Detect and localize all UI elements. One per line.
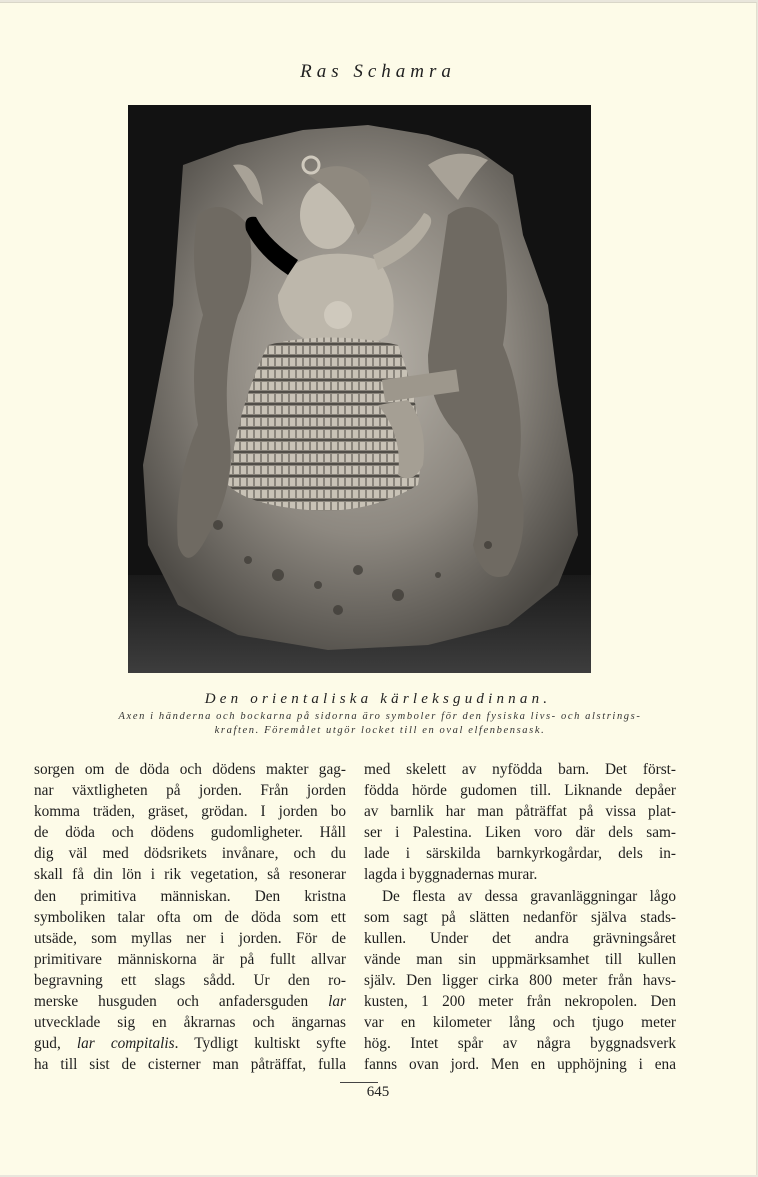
figure-caption-text [30,710,730,738]
figure-photo-relief-goddess [128,105,591,673]
text-line: var en kilometer lång och tjugo meter [364,1014,676,1032]
text-line: själv. Den ligger cirka 800 meter från havs- [364,971,676,989]
caption-line: kraften. Föremålet utgör locket till en oval elfenbensask. [214,725,546,736]
text-line: ha till sist de cisterner man påträffat, fulla [34,1056,346,1074]
figure-caption-title: Den orientaliska kärleksgudinnan. [204,691,552,707]
body-column-left [34,759,346,1075]
text-line: utvecklade sig en åkrarnas och ängarnas [34,1014,346,1032]
text-line: primitivare människorna är på fullt allvar [34,950,346,968]
text-line: den primitiva människan. Den kristna [34,887,346,905]
text-line: skall få din lön i rik vegetation, så resonerar [34,866,346,884]
text-line: komma träden, gräset, grödan. I jorden bo [34,803,346,821]
text-italic-term: lar compitalis [76,1035,175,1053]
text-line: symboliken talar ofta om de döda som ett [34,908,346,926]
text-line: fanns ovan jord. Men en upphöjning i ena [364,1056,676,1074]
text-line: med skelett av nyfödda barn. Det först- [364,761,676,778]
relief-sculpture-image [128,105,591,673]
book-page [0,2,757,1175]
running-head: Ras Schamra [300,61,456,82]
text-line: födda hörde gudomen till. Liknande depåer [364,782,676,800]
body-column-right [364,759,676,1075]
text-line: sorgen om de döda och dödens makter gag- [34,761,346,778]
text-line: de döda och dödens gudomligheter. Håll [34,824,346,842]
text-line: utsäde, som myllas ner i jorden. För de [34,929,346,947]
text-line: ser i Palestina. Liken voro där dels sam- [364,824,676,842]
text-line: begravning ett slags sådd. Ur den ro- [34,971,346,989]
text-line: kusten, 1 200 meter från nekropolen. Den [364,993,676,1011]
text-roman: . Tydligt kultiskt syfte [174,1035,346,1053]
text-line: vände man sin uppmärksamhet till kullen [364,950,676,968]
text-line-paragraph-start: De flesta av dessa gravanläggningar lågo [382,887,676,905]
text-line: av barnlik har man påträffat på vissa plat- [364,803,676,821]
text-line-paragraph-end: lagda i byggnadernas murar. [364,866,538,884]
folio-rule [340,1082,378,1083]
text-roman: gud, [34,1035,77,1053]
text-roman: merske husguden och anfadersguden [34,993,329,1011]
text-line: nar växtligheten på jorden. Från jorden [34,782,346,800]
text-line [34,1033,346,1054]
text-line: lade i särskilda barnkyrkogårdar, dels in- [364,845,676,863]
text-italic-term: lar [328,993,346,1011]
text-line: dig väl med dödsrikets invånare, och du [34,845,346,863]
text-line [34,991,346,1012]
caption-line: Axen i händerna och bockarna på sidorna äro symboler för den fysiska livs- och alstrings- [118,711,642,722]
text-line: kullen. Under det andra grävningsåret [364,929,676,947]
text-line: hög. Intet spår av några byggnadsverk [364,1035,676,1053]
text-line: som sagt på slätten nedanför själva stads- [364,908,676,926]
page-number: 645 [366,1084,390,1100]
